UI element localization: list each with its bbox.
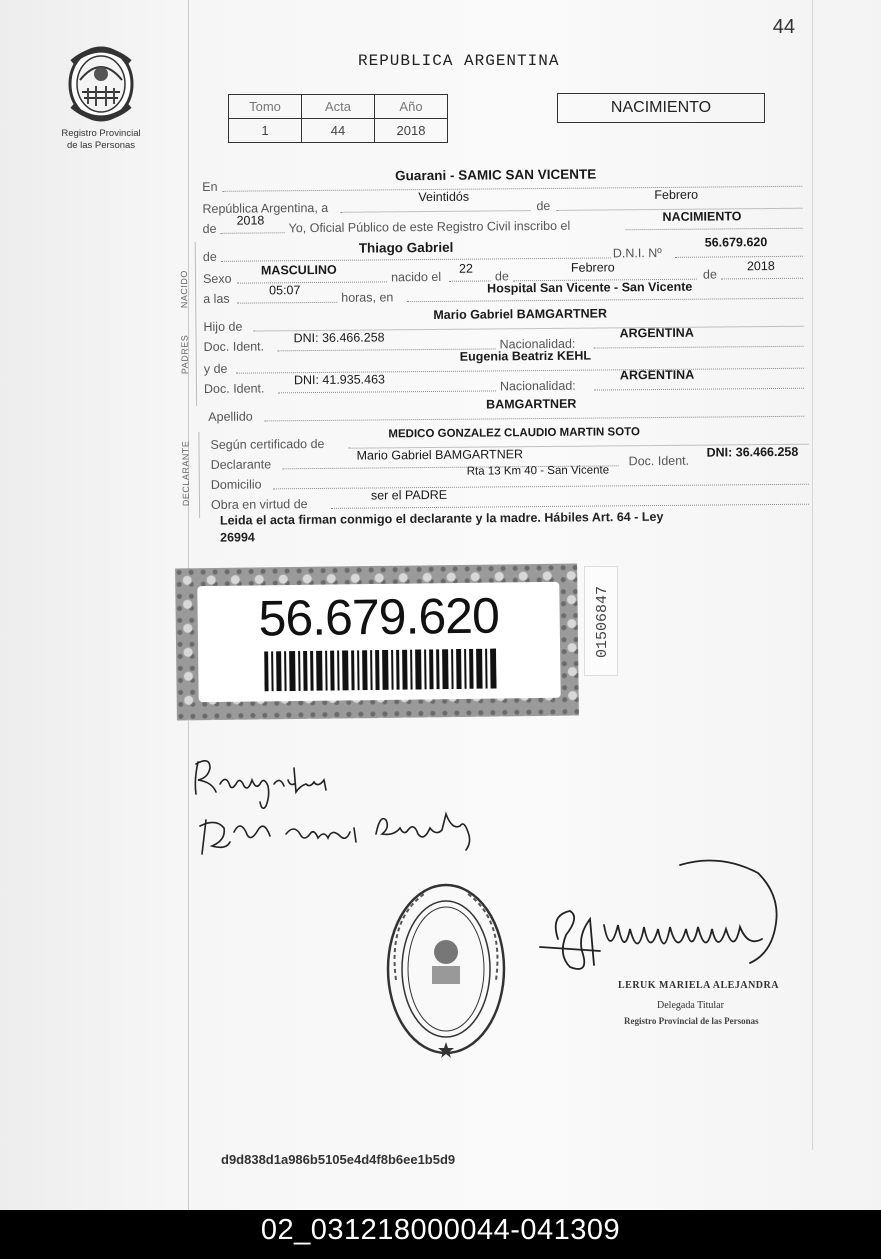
certificate-value: MEDICO GONZALEZ CLAUDIO MARTIN SOTO — [388, 426, 640, 441]
horas-label: horas, en — [341, 290, 394, 305]
declarante-label: Declarante — [210, 457, 272, 472]
row-birth-time-place — [201, 279, 806, 308]
declarant-name-value: Mario Gabriel BAMGARTNER — [356, 447, 524, 463]
official-signature — [530, 855, 790, 990]
sticker-serial-number: 01506847 — [594, 586, 611, 659]
official-name: LERUK MARIELA ALEJANDRA — [618, 980, 779, 991]
child-dni-value: 56.679.620 — [704, 235, 768, 250]
hospital-oval-stamp — [384, 880, 508, 1058]
page-number: 44 — [772, 16, 795, 38]
declarante-section-rule — [198, 432, 200, 518]
event-value: NACIMIENTO — [662, 209, 742, 224]
padres-section-label: PADRES — [179, 334, 190, 375]
barcode-icon — [264, 649, 496, 692]
seal-caption-line2: de las Personas — [66, 140, 136, 151]
de3-label: de — [202, 249, 217, 264]
parents-signatures — [190, 750, 490, 860]
place-value: Guarani - SAMIC SAN VICENTE — [395, 166, 597, 184]
footer-file-code: 02_031218000044-041309 — [260, 1214, 621, 1246]
de5-label: de — [702, 267, 717, 282]
registry-header-acta: Acta — [302, 95, 375, 119]
page-right-edge — [812, 0, 813, 1150]
de2-label: de — [202, 221, 217, 236]
row-registration — [201, 209, 806, 238]
month-value: Febrero — [654, 187, 699, 203]
year-value: 2018 — [236, 213, 265, 228]
registry-header-tomo: Tomo — [229, 95, 302, 119]
birth-month-value: Febrero — [570, 260, 615, 275]
birth-record-form — [178, 155, 815, 512]
registry-value-acta: 44 — [302, 119, 375, 143]
doc3-label: Doc. Ident. — [628, 453, 690, 469]
surname-value: BAMGARTNER — [486, 396, 577, 412]
hijo-label: Hijo de — [203, 319, 243, 334]
birth-day-value: 22 — [458, 261, 473, 276]
declarante-section-label: DECLARANTE — [180, 440, 192, 507]
de-label: de — [536, 198, 551, 214]
closing-statement — [220, 507, 810, 546]
nacido-section-rule — [195, 242, 197, 316]
de4-label: de — [494, 269, 509, 284]
country-title: REPUBLICA ARGENTINA — [358, 52, 560, 70]
birth-year-value: 2018 — [746, 258, 775, 274]
dni-label: D.N.I. Nº — [612, 245, 662, 261]
registry-value-anio: 2018 — [375, 119, 448, 143]
address-value: Rta 13 Km 40 - San Vicente — [466, 464, 610, 478]
capacity-value: ser el PADRE — [370, 487, 448, 503]
row-surname — [202, 396, 807, 426]
republica-label: República Argentina, a — [202, 200, 329, 216]
declarant-doc-value: DNI: 36.466.258 — [706, 444, 799, 460]
registry-table — [228, 94, 448, 143]
registry-value-tomo: 1 — [229, 119, 302, 143]
domicilio-label: Domicilio — [210, 477, 262, 492]
padres-section-rule — [195, 316, 197, 406]
nacionalidad2-label: Nacionalidad: — [499, 378, 576, 394]
sexo-label: Sexo — [202, 271, 232, 286]
day-value: Veintidós — [418, 189, 470, 205]
document-hash: d9d838d1a986b5105e4d4f8b6ee1b5d9 — [221, 1152, 456, 1167]
nacionalidad-label: Nacionalidad: — [499, 336, 576, 352]
mother-doc-value: DNI: 41.935.463 — [293, 372, 386, 388]
sticker-dni-number: 56.679.620 — [258, 587, 500, 647]
father-doc-value: DNI: 36.466.258 — [293, 330, 385, 346]
event-type-box: NACIMIENTO — [557, 93, 765, 123]
official-text: Yo, Oficial Público de este Registro Civil inscribo el — [288, 218, 571, 236]
mother-name-value: Eugenia Beatriz KEHL — [459, 348, 592, 364]
sex-value: MASCULINO — [260, 262, 337, 278]
nacido-label: nacido el — [390, 269, 442, 285]
dni-sticker — [175, 564, 579, 721]
a-las-label: a las — [203, 291, 230, 306]
official-organization: Registro Provincial de las Personas — [624, 1016, 759, 1026]
registry-value-row — [229, 119, 448, 143]
mother-nationality-value: ARGENTINA — [619, 367, 695, 383]
closing-line1: Leida el acta firman conmigo el declarante y la madre. Hábiles Art. 64 - Ley — [219, 509, 664, 528]
apellido-label: Apellido — [208, 409, 253, 424]
seal-caption-line1: Registro Provincial — [61, 128, 141, 139]
child-name-value: Thiago Gabriel — [358, 239, 454, 256]
father-name-value: Mario Gabriel BAMGARTNER — [433, 306, 608, 322]
obra-label: Obra en virtud de — [210, 497, 308, 512]
segun-label: Según certificado de — [210, 436, 325, 452]
birth-place-value: Hospital San Vicente - San Vicente — [487, 279, 693, 296]
doc2-label: Doc. Ident. — [203, 381, 265, 396]
provincial-seal-icon — [66, 44, 136, 122]
registry-header-anio: Año — [375, 95, 448, 119]
official-title: Delegada Titular — [657, 1000, 724, 1011]
birth-time-value: 05:07 — [269, 283, 301, 298]
sticker-label-area — [197, 582, 560, 702]
seal-caption — [48, 128, 154, 152]
father-nationality-value: ARGENTINA — [619, 325, 694, 341]
closing-line2: 26994 — [220, 530, 255, 545]
registry-header-row — [229, 95, 448, 119]
en-label: En — [202, 179, 218, 194]
y-de-label: y de — [203, 361, 228, 376]
row-place — [200, 166, 805, 196]
doc-label: Doc. Ident. — [203, 339, 265, 354]
nacido-section-label: NACIDO — [178, 270, 190, 309]
